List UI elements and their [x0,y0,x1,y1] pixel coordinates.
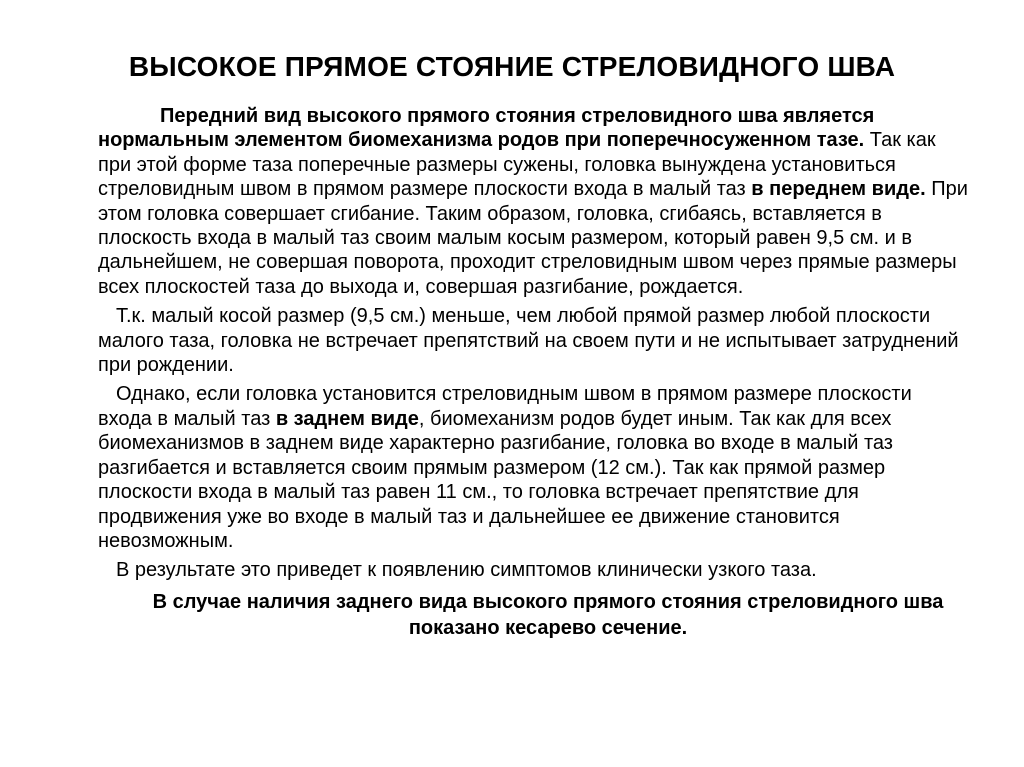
paragraph-1-text-b: При этом головка совершает сгибание. Таким образом, головка, сгибаясь, вставляется в плоскость входа в малый таз своим малым косым размером, который равен 9,5 см. и в дальнейшем, не совершая поворота, проходит стреловидным швом через прямые размеры всех плоскостей таза до выхода и, совершая разгибание, рождается. [98,178,968,298]
paragraph-1-bold-lead: Передний вид высокого прямого стояния стреловидного шва является нормальным элементом биомеханизма родов при поперечносуженном тазе. [98,105,875,152]
paragraph-3-text-b: , биомеханизм родов будет иным. Так как для всех биомеханизмов в заднем виде характерно разгибание, головка во входе в малый таз разгибается и вставляется своим прямым размером (12 см.). Так как прямой размер плоскости входа в малый таз равен 11 см., то головка встречает препятствие для продвижения уже во входе в малый таз и дальнейшее ее движение становится невозможным. [98,407,893,552]
paragraph-2: Т.к. малый косой размер (9,5 см.) меньше, чем любой прямой размер любой плоскости малого таза, головка не встречает препятствий на своем пути и не испытывает затруднений при рождении. [98,305,959,377]
paragraph-1 [98,104,968,299]
page-title: ВЫСОКОЕ ПРЯМОЕ СТОЯНИЕ СТРЕЛОВИДНОГО ШВА [128,51,896,82]
paragraph-3-bold-mid: в заднем виде [275,407,419,430]
paragraph-3-text-a: Однако, если головка установится стреловидным швом в прямом размере плоскости входа в малый таз [98,383,912,430]
paragraph-3 [98,382,968,553]
body-text [98,104,968,641]
paragraph-1-text-a: Так как при этой форме таза поперечные размеры сужены, головка вынуждена установиться стреловидным швом в прямом размере плоскости входа в малый таз [98,129,936,201]
paragraph-4: В результате это приведет к появлению симптомов клинически узкого таза. [116,559,817,582]
conclusion: В случае наличия заднего вида высокого прямого стояния стреловидного шва показано кесарево сечение. [152,590,944,639]
paragraph-1-bold-mid: в переднем виде. [751,178,926,201]
